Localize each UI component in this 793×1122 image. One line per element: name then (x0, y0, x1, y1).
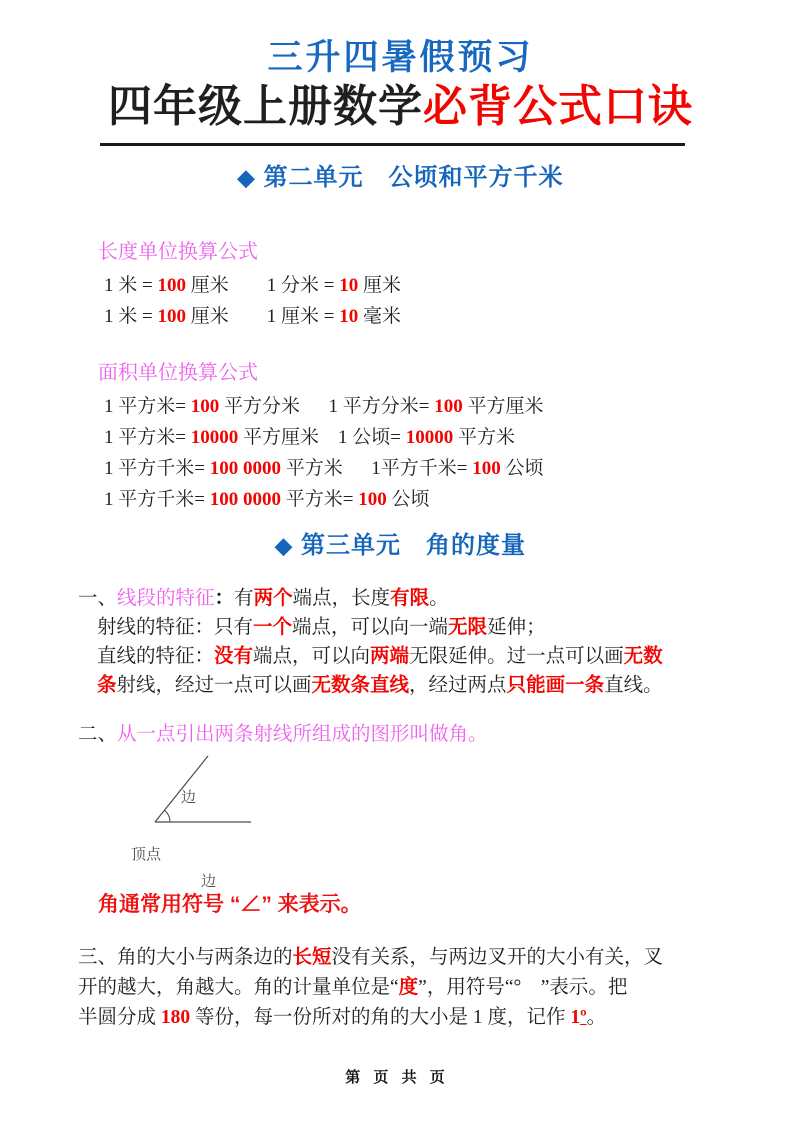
section-heading-text: 第三单元 角的度量 (300, 533, 526, 559)
area-formula-row: 1 平方米= 100 平方分米 1 平方分米= 100 平方厘米 (104, 396, 544, 417)
angle-diagram (115, 755, 325, 887)
paragraph-line-features (78, 584, 723, 700)
paragraph-angle-definition (78, 720, 723, 749)
diamond-icon: ◆ (237, 165, 256, 190)
title-divider (100, 143, 685, 146)
area-formula-group (78, 391, 723, 515)
paragraph-line: 直线的特征：没有端点，可以向两端无限延伸。过一点可以画无数 (97, 646, 663, 667)
area-conversion-title: 面积单位换算公式 (98, 362, 258, 384)
angle-ray-slanted (155, 756, 208, 822)
section-heading-unit2 (78, 162, 723, 194)
length-conversion-title: 长度单位换算公式 (98, 241, 258, 263)
diamond-icon: ◆ (275, 533, 293, 558)
area-formula-row: 1 平方千米= 100 0000 平方米 1平方千米= 100 公顷 (104, 458, 544, 479)
length-formula-group (78, 270, 723, 332)
vertex-label: 顶点 (131, 847, 162, 863)
paragraph-angle-size (78, 943, 723, 1033)
page-title: 四年级上册数学必背公式口诀 (108, 82, 693, 131)
side-label-bottom: 边 (201, 874, 217, 887)
paragraph-line: 条射线，经过一点可以画无数条直线，经过两点只能画一条直线。 (97, 675, 663, 696)
length-formula-row: 1 米 = 100 厘米 1 分米 = 10 厘米 (104, 275, 401, 296)
document-kicker: 三升四暑假预习 (267, 38, 534, 77)
paragraph-line: 射线的特征：只有一个端点，可以向一端无限延伸； (97, 617, 546, 638)
area-formula-row: 1 平方千米= 100 0000 平方米= 100 公顷 (104, 489, 430, 510)
area-formula-row: 1 平方米= 10000 平方厘米 1 公顷= 10000 平方米 (104, 427, 515, 448)
length-formula-row: 1 米 = 100 厘米 1 厘米 = 10 毫米 (104, 306, 401, 327)
paragraph-line: 一、线段的特征：有两个端点，长度有限。 (78, 587, 449, 609)
section-heading-text: 第二单元 公顷和平方千米 (263, 165, 564, 191)
section-heading-unit3 (78, 530, 723, 562)
paragraph-line: 半圆分成 180 等份，每一份所对的角的大小是 1 度，记作 1º。 (78, 1007, 607, 1028)
paragraph-line: 三、角的大小与两条边的长短没有关系，与两边叉开的大小有关，叉 (78, 947, 664, 968)
paragraph-line: 二、从一点引出两条射线所组成的图形叫做角。 (78, 723, 488, 745)
angle-symbol-note: 角通常用符号 “∠” 来表示。 (98, 893, 362, 916)
paragraph-line: 开的越大，角越大。角的计量单位是“度”，用符号“° ”表示。把 (78, 977, 628, 998)
page-footer: 第 页 共 页 (345, 1069, 448, 1086)
angle-arc (164, 810, 170, 822)
side-label-top: 边 (181, 790, 197, 806)
